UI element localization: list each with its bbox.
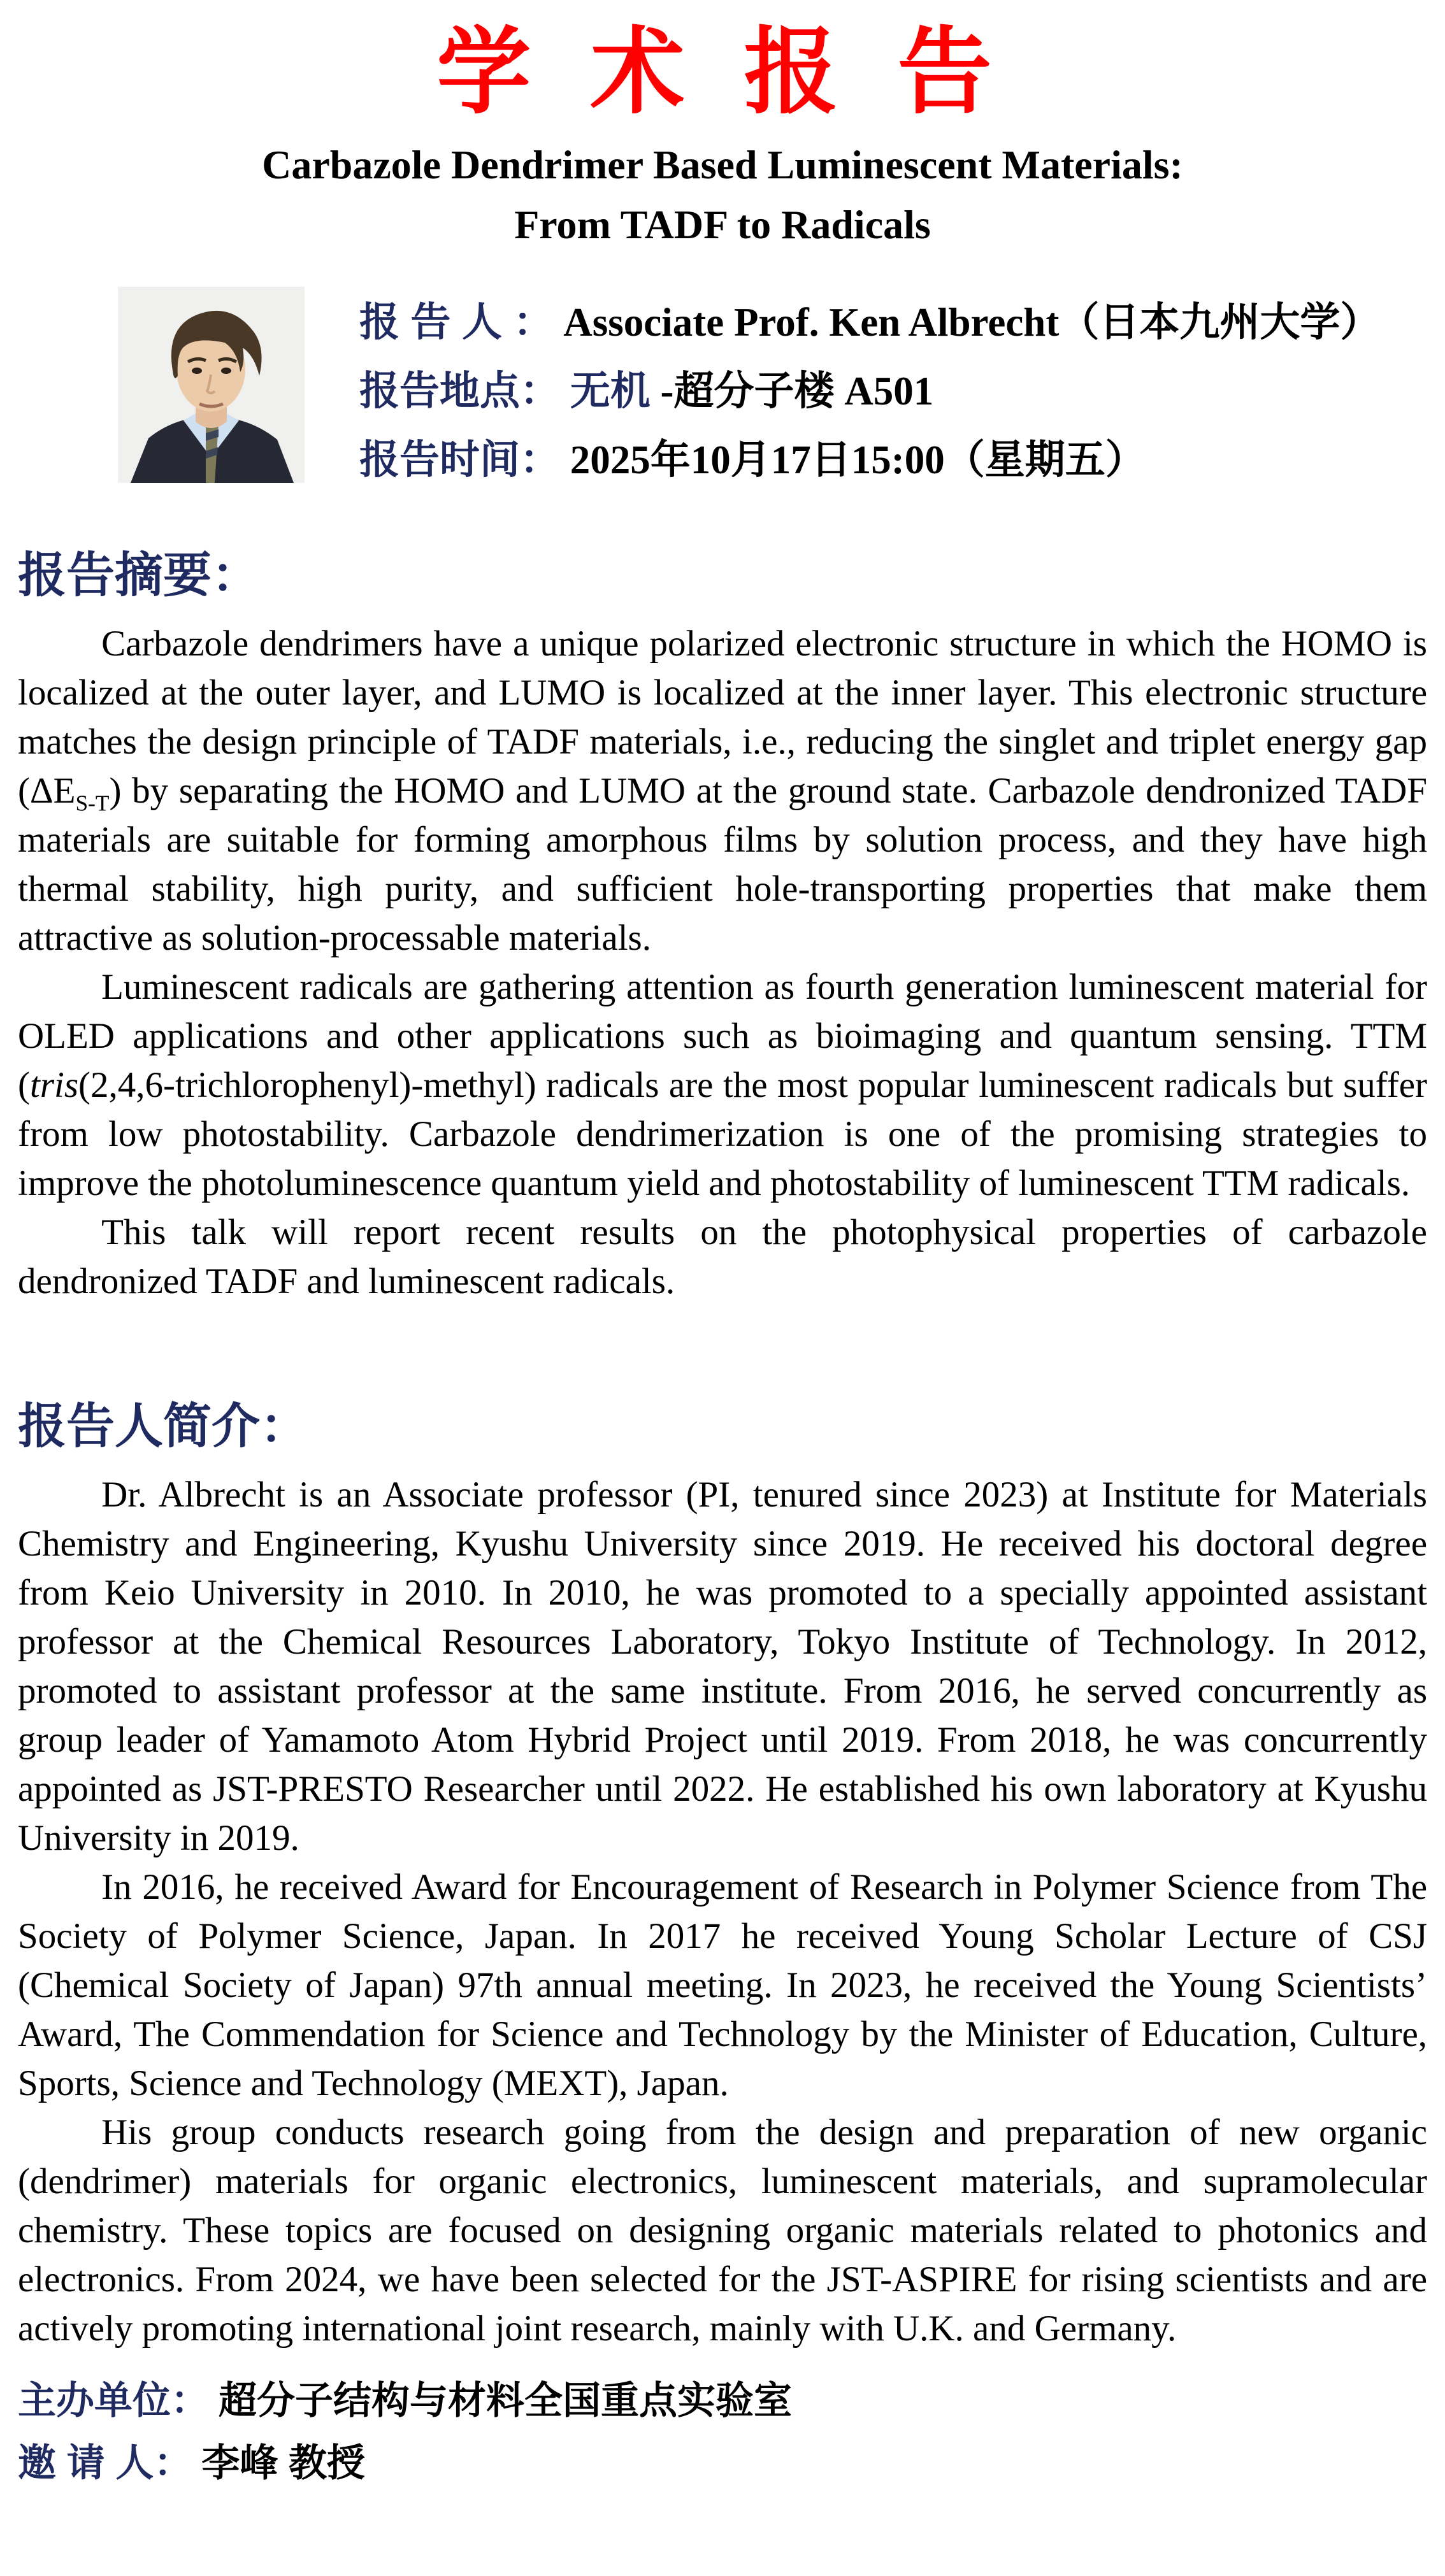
abstract-heading: 报告摘要： (18, 548, 260, 603)
bio-heading: 报告人简介： (18, 1399, 308, 1454)
abstract-paragraph-3: This talk will report recent results on the photophysical properties of carbazole dendronized TADF and luminescent radicals. (18, 1212, 1427, 1301)
speaker-value: Associate Prof. Ken Albrecht（日本九州大学） (563, 300, 1381, 345)
location-line (359, 357, 1380, 426)
speaker-info-section (0, 287, 1445, 494)
speaker-photo (118, 287, 305, 483)
inviter-value: 李峰 教授 (201, 2442, 366, 2484)
english-title (0, 135, 1445, 255)
abstract-paragraph-1: Carbazole dendrimers have a unique polarized electronic structure in which the HOMO is localized at the outer layer, and LUMO is localized at the inner layer. This electronic structure matches the design principle of TADF materials, i.e., reducing the singlet and triplet energy gap $(\Delta E_{S-T})$ by separating the HOMO and LUMO at the ground state. Carbazole dendronized TADF materials are suitable for forming amorphous films by solution process, and they have high thermal stability, high purity, and sufficient hole-transporting properties that make them attractive as solution-processable materials. (18, 624, 1427, 958)
time-value: 2025年10月17日15:00（星期五） (570, 438, 1146, 482)
banner-title: 学 术 报 告 (436, 20, 1009, 125)
host-value: 超分子结构与材料全国重点实验室 (219, 2379, 792, 2422)
time-label: 报告时间： (359, 438, 560, 482)
location-label: 报告地点： (359, 369, 560, 413)
host-label: 主办单位： (18, 2379, 209, 2422)
inviter-line (18, 2432, 1427, 2494)
inviter-label: 邀 请 人： (18, 2442, 192, 2484)
bio-paragraph-1: Dr. Albrecht is an Associate professor (PI, tenured since 2023) at Institute for Materials Chemistry and Engineering, Kyushu University since 2019. He received his doctoral degree from Keio University in 2010. In 2010, he was promoted to a specially appointed assistant professor at the Chemical Resources Laboratory, Tokyo Institute of Technology. In 2012, promoted to assistant professor at the same institute. From 2016, he served concurrently as group leader of Yamamoto Atom Hybrid Project until 2019. From 2018, he was concurrently appointed as JST-PRESTO Researcher until 2022. He established his own laboratory at Kyushu University in 2019. (18, 1475, 1427, 1858)
bio-body (18, 1470, 1427, 2353)
location-value-black: -超分子楼 A501 (660, 369, 934, 413)
english-title-line1: Carbazole Dendrimer Based Luminescent Materials: (262, 142, 1183, 187)
speaker-label: 报 告 人 ： (359, 300, 554, 345)
bio-paragraph-2: In 2016, he received Award for Encouragement of Research in Polymer Science from The Society of Polymer Science, Japan. In 2017 he received Young Scholar Lecture of CSJ (Chemical Society of Japan) 97th annual meeting. In 2023, he received the Young Scientists’ Award, The Commendation for Science and Technology by the Minister of Education, Culture, Sports, Science and Technology (MEXT), Japan. (18, 1867, 1427, 2103)
speaker-portrait-illustration (118, 287, 305, 483)
abstract-paragraph-2: Luminescent radicals are gathering attention as fourth generation luminescent material for OLED applications and other applications such as bioimaging and quantum sensing. TTM (tris(2,4,6-trichlorophenyl)-methyl) radicals are the most popular luminescent radicals but suffer from low photostability. Carbazole dendrimerization is one of the promising strategies to improve the photoluminescence quantum yield and photostability of luminescent TTM radicals. (18, 967, 1427, 1203)
speaker-line (359, 288, 1380, 357)
speaker-info-lines (359, 287, 1380, 494)
time-line (359, 426, 1380, 494)
footer-section (18, 2370, 1427, 2494)
host-line (18, 2370, 1427, 2432)
english-title-line2: From TADF to Radicals (514, 202, 931, 247)
location-value-blue: 无机 (570, 369, 651, 413)
bio-paragraph-3: His group conducts research going from the design and preparation of new organic (dendrimer) materials for organic electronics, luminescent materials, and supramolecular chemistry. These topics are focused on designing organic materials related to photonics and electronics. From 2024, we have been selected for the JST-ASPIRE for rising scientists and are actively promoting international joint research, mainly with U.K. and Germany. (18, 2112, 1427, 2349)
abstract-body (18, 619, 1427, 1306)
